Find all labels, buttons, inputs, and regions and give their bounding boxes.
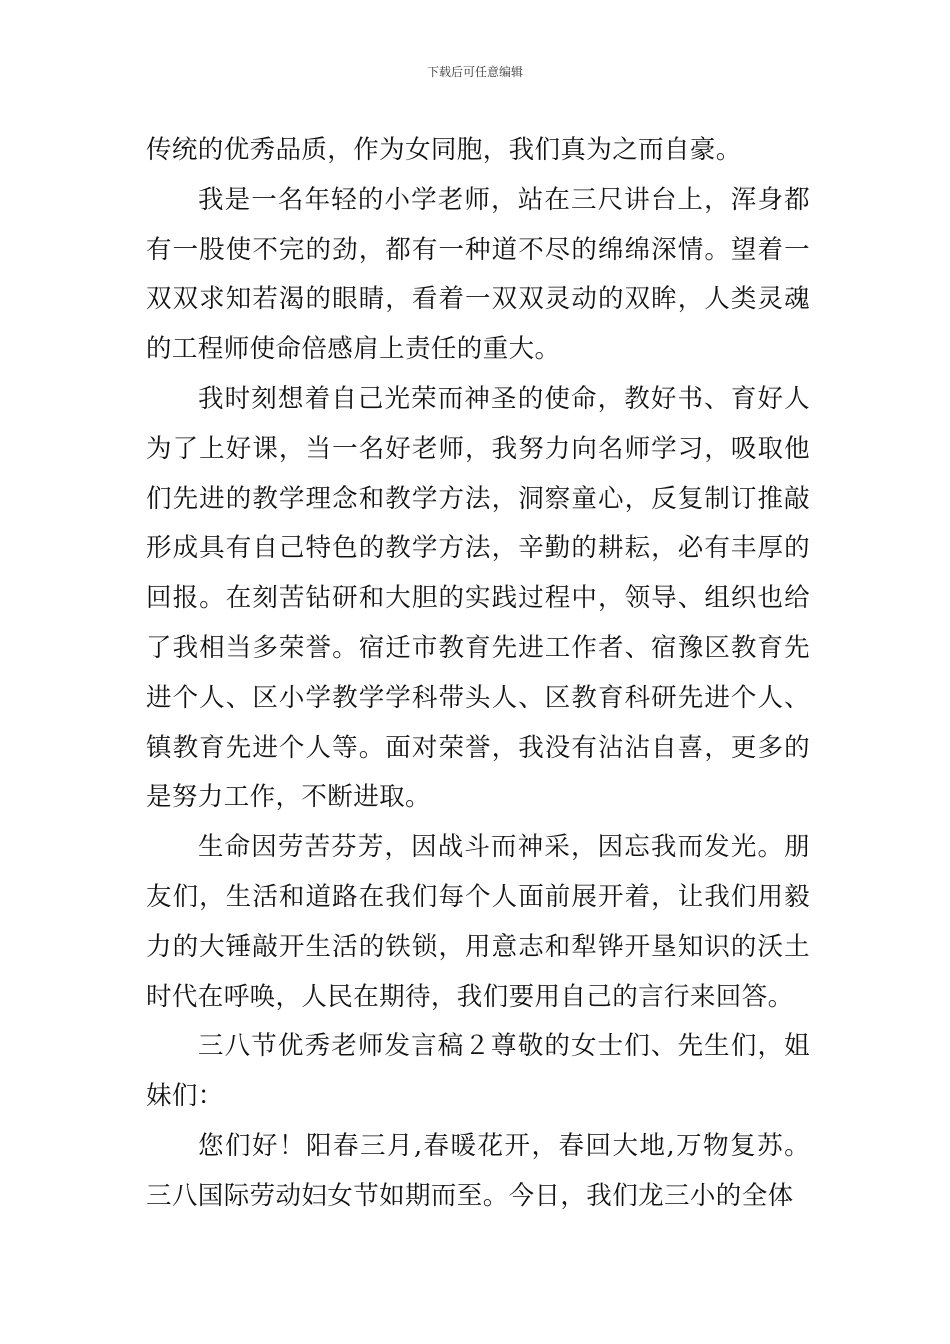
paragraph: 传统的优秀品质，作为女同胞，我们真为之而自豪。	[146, 135, 742, 165]
paragraph: 我时刻想着自己光荣而神圣的使命，教好书、育好人为了上好课，当一名好老师，我努力向名师学习，吸取他们先进的教学理念和教学方法，洞察童心，反复制订推敲形成具有自己特色的教学方法，辛勤的耕耘，必有丰厚的回报。在刻苦钻研和大胆的实践过程中，领导、组织也给了我相当多荣誉。宿迁市教育先进工作者、宿豫区教育先进个人、区小学教学学科带头人、区教育科研先进个人、镇教育先进个人等。面对荣誉，我没有沾沾自喜，更多的是努力工作，不断进取。	[146, 383, 810, 813]
paragraph: 我是一名年轻的小学老师，站在三尺讲台上，浑身都有一股使不完的劲，都有一种道不尽的绵绵深情。望着一双双求知若渴的眼睛，看着一双双灵动的双眸，人类灵魂的工程师使命倍感肩上责任的重大。	[146, 184, 810, 365]
paragraph: 三八节优秀老师发言稿２尊敬的女士们、先生们，姐妹们：	[146, 1031, 810, 1112]
document-body	[146, 126, 810, 1222]
page-header: 下载后可任意编辑	[426, 65, 523, 79]
paragraph: 您们好！阳春三月,春暖花开，春回大地,万物复苏。三八国际劳动妇女节如期而至。今日，我们龙三小的全体	[146, 1130, 810, 1211]
paragraph: 生命因劳苦芬芳，因战斗而神采，因忘我而发光。朋友们，生活和道路在我们每个人面前展开着，让我们用毅力的大锤敲开生活的铁锁，用意志和犁铧开垦知识的沃土时代在呼唤，人民在期待，我们要用自己的言行来回答。	[146, 832, 810, 1012]
